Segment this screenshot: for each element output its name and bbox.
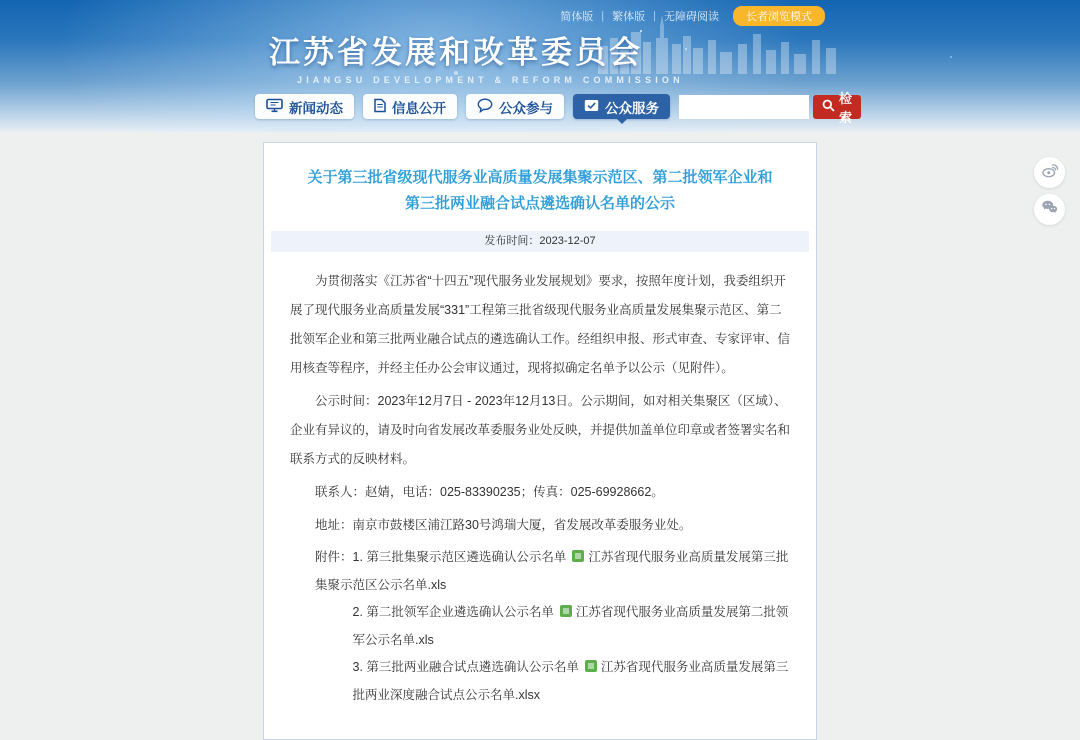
attachment-row	[290, 599, 790, 654]
article-body	[264, 252, 816, 709]
attachment-file-name: 江苏省现代服务业高质量发展第三批集聚示范区公示名单.xls	[315, 550, 789, 592]
xls-file-icon	[560, 600, 572, 627]
contact-line: 联系人：赵婧，电话：025-83390235；传真：025-69928662。	[315, 485, 664, 499]
attachment-row	[290, 654, 790, 709]
topbar	[255, 0, 825, 24]
publish-date-value: 2023-12-07	[539, 235, 596, 247]
attachment-row	[290, 544, 790, 599]
paragraph-publicity-period: 公示时间：2023年12月7日 - 2023年12月13日。公示期间，如对相关集聚区（区域）、企业有异议的，请及时向省发展改革委服务业处反映，并提供加盖单位印章或者签署实名和联系方式的反映材料。	[290, 394, 791, 466]
nav-public-services[interactable]	[573, 94, 670, 119]
search-icon	[822, 99, 835, 115]
link-traditional-chinese[interactable]: 繁体版	[612, 10, 646, 23]
share-toolbar	[1034, 157, 1065, 225]
nav-public-participation[interactable]	[466, 94, 564, 119]
search-button[interactable]	[813, 90, 861, 125]
link-simplified-chinese[interactable]: 简体版	[560, 10, 594, 23]
site-logo[interactable]	[255, 27, 825, 85]
attachment-file-name: 江苏省现代服务业高质量发展第三批两业深度融合试点公示名单.xlsx	[352, 660, 789, 702]
site-header	[0, 0, 1080, 132]
main-content	[0, 142, 1080, 740]
nav-news[interactable]	[255, 94, 354, 119]
envelope-icon	[584, 99, 599, 115]
weibo-share-button[interactable]	[1034, 157, 1065, 188]
publish-date-label: 发布时间：	[484, 235, 540, 247]
attachment-name: 2. 第二批领军企业遴选确认公示名单	[352, 605, 554, 619]
article-title	[302, 165, 778, 216]
link-accessibility-reading[interactable]: 无障碍阅读	[664, 10, 719, 23]
main-navigation	[255, 90, 853, 125]
article-title-line1: 关于第三批省级现代服务业高质量发展集聚示范区、第二批领军企业和	[307, 169, 773, 186]
document-icon	[374, 98, 386, 116]
topbar-separator: |	[653, 9, 656, 22]
site-subtitle: JIANGSU DEVELOPMENT & REFORM COMMISSION	[297, 75, 684, 85]
wechat-icon	[1040, 198, 1059, 221]
attachment-file-name: 江苏省现代服务业高质量发展第二批领军公示名单.xls	[352, 605, 789, 647]
nav-label: 新闻动态	[289, 100, 343, 116]
attachments-label: 附件：	[315, 550, 353, 564]
nav-label: 公众参与	[499, 100, 553, 116]
search-input[interactable]	[679, 95, 809, 119]
paragraph-overview: 为贯彻落实《江苏省“十四五”现代服务业发展规划》要求，按照年度计划，我委组织开展了现代服务业高质量发展“331”工程第三批省级现代服务业高质量发展集聚示范区、第二批领军企业和第三批两业融合试点的遴选确认工作。经组织申报、形式审查、专家评审、信用核查等程序，并经主任办公会审议通过，现将拟确定名单予以公示（见附件）。	[290, 274, 791, 375]
attachment-name: 3. 第三批两业融合试点遴选确认公示名单	[352, 660, 579, 674]
article-title-line2: 第三批两业融合试点遴选确认名单的公示	[404, 194, 675, 212]
topbar-separator: |	[601, 9, 605, 22]
nav-label: 信息公开	[392, 100, 446, 116]
xls-file-icon	[572, 545, 584, 572]
chat-bubble-icon	[477, 98, 493, 116]
wechat-share-button[interactable]	[1034, 194, 1065, 225]
attachment-name: 1. 第三批集聚示范区遴选确认公示名单	[352, 550, 567, 564]
nav-label: 公众服务	[605, 100, 659, 116]
active-nav-indicator	[617, 119, 627, 124]
xls-file-icon	[585, 655, 597, 682]
address-line: 地址：南京市鼓楼区浦江路30号鸿瑞大厦，省发展改革委服务业处。	[315, 518, 692, 532]
article-card	[263, 142, 817, 740]
publish-date-bar	[271, 231, 809, 252]
search-button-label: 检索	[839, 90, 853, 125]
nav-information-disclosure[interactable]	[363, 94, 457, 119]
elder-mode-button[interactable]: 长者浏览模式	[733, 6, 825, 26]
monitor-news-icon	[266, 98, 283, 116]
site-title: 江苏省发展和改革委员会	[269, 35, 643, 70]
weibo-icon	[1041, 161, 1059, 184]
search-area	[679, 90, 861, 125]
